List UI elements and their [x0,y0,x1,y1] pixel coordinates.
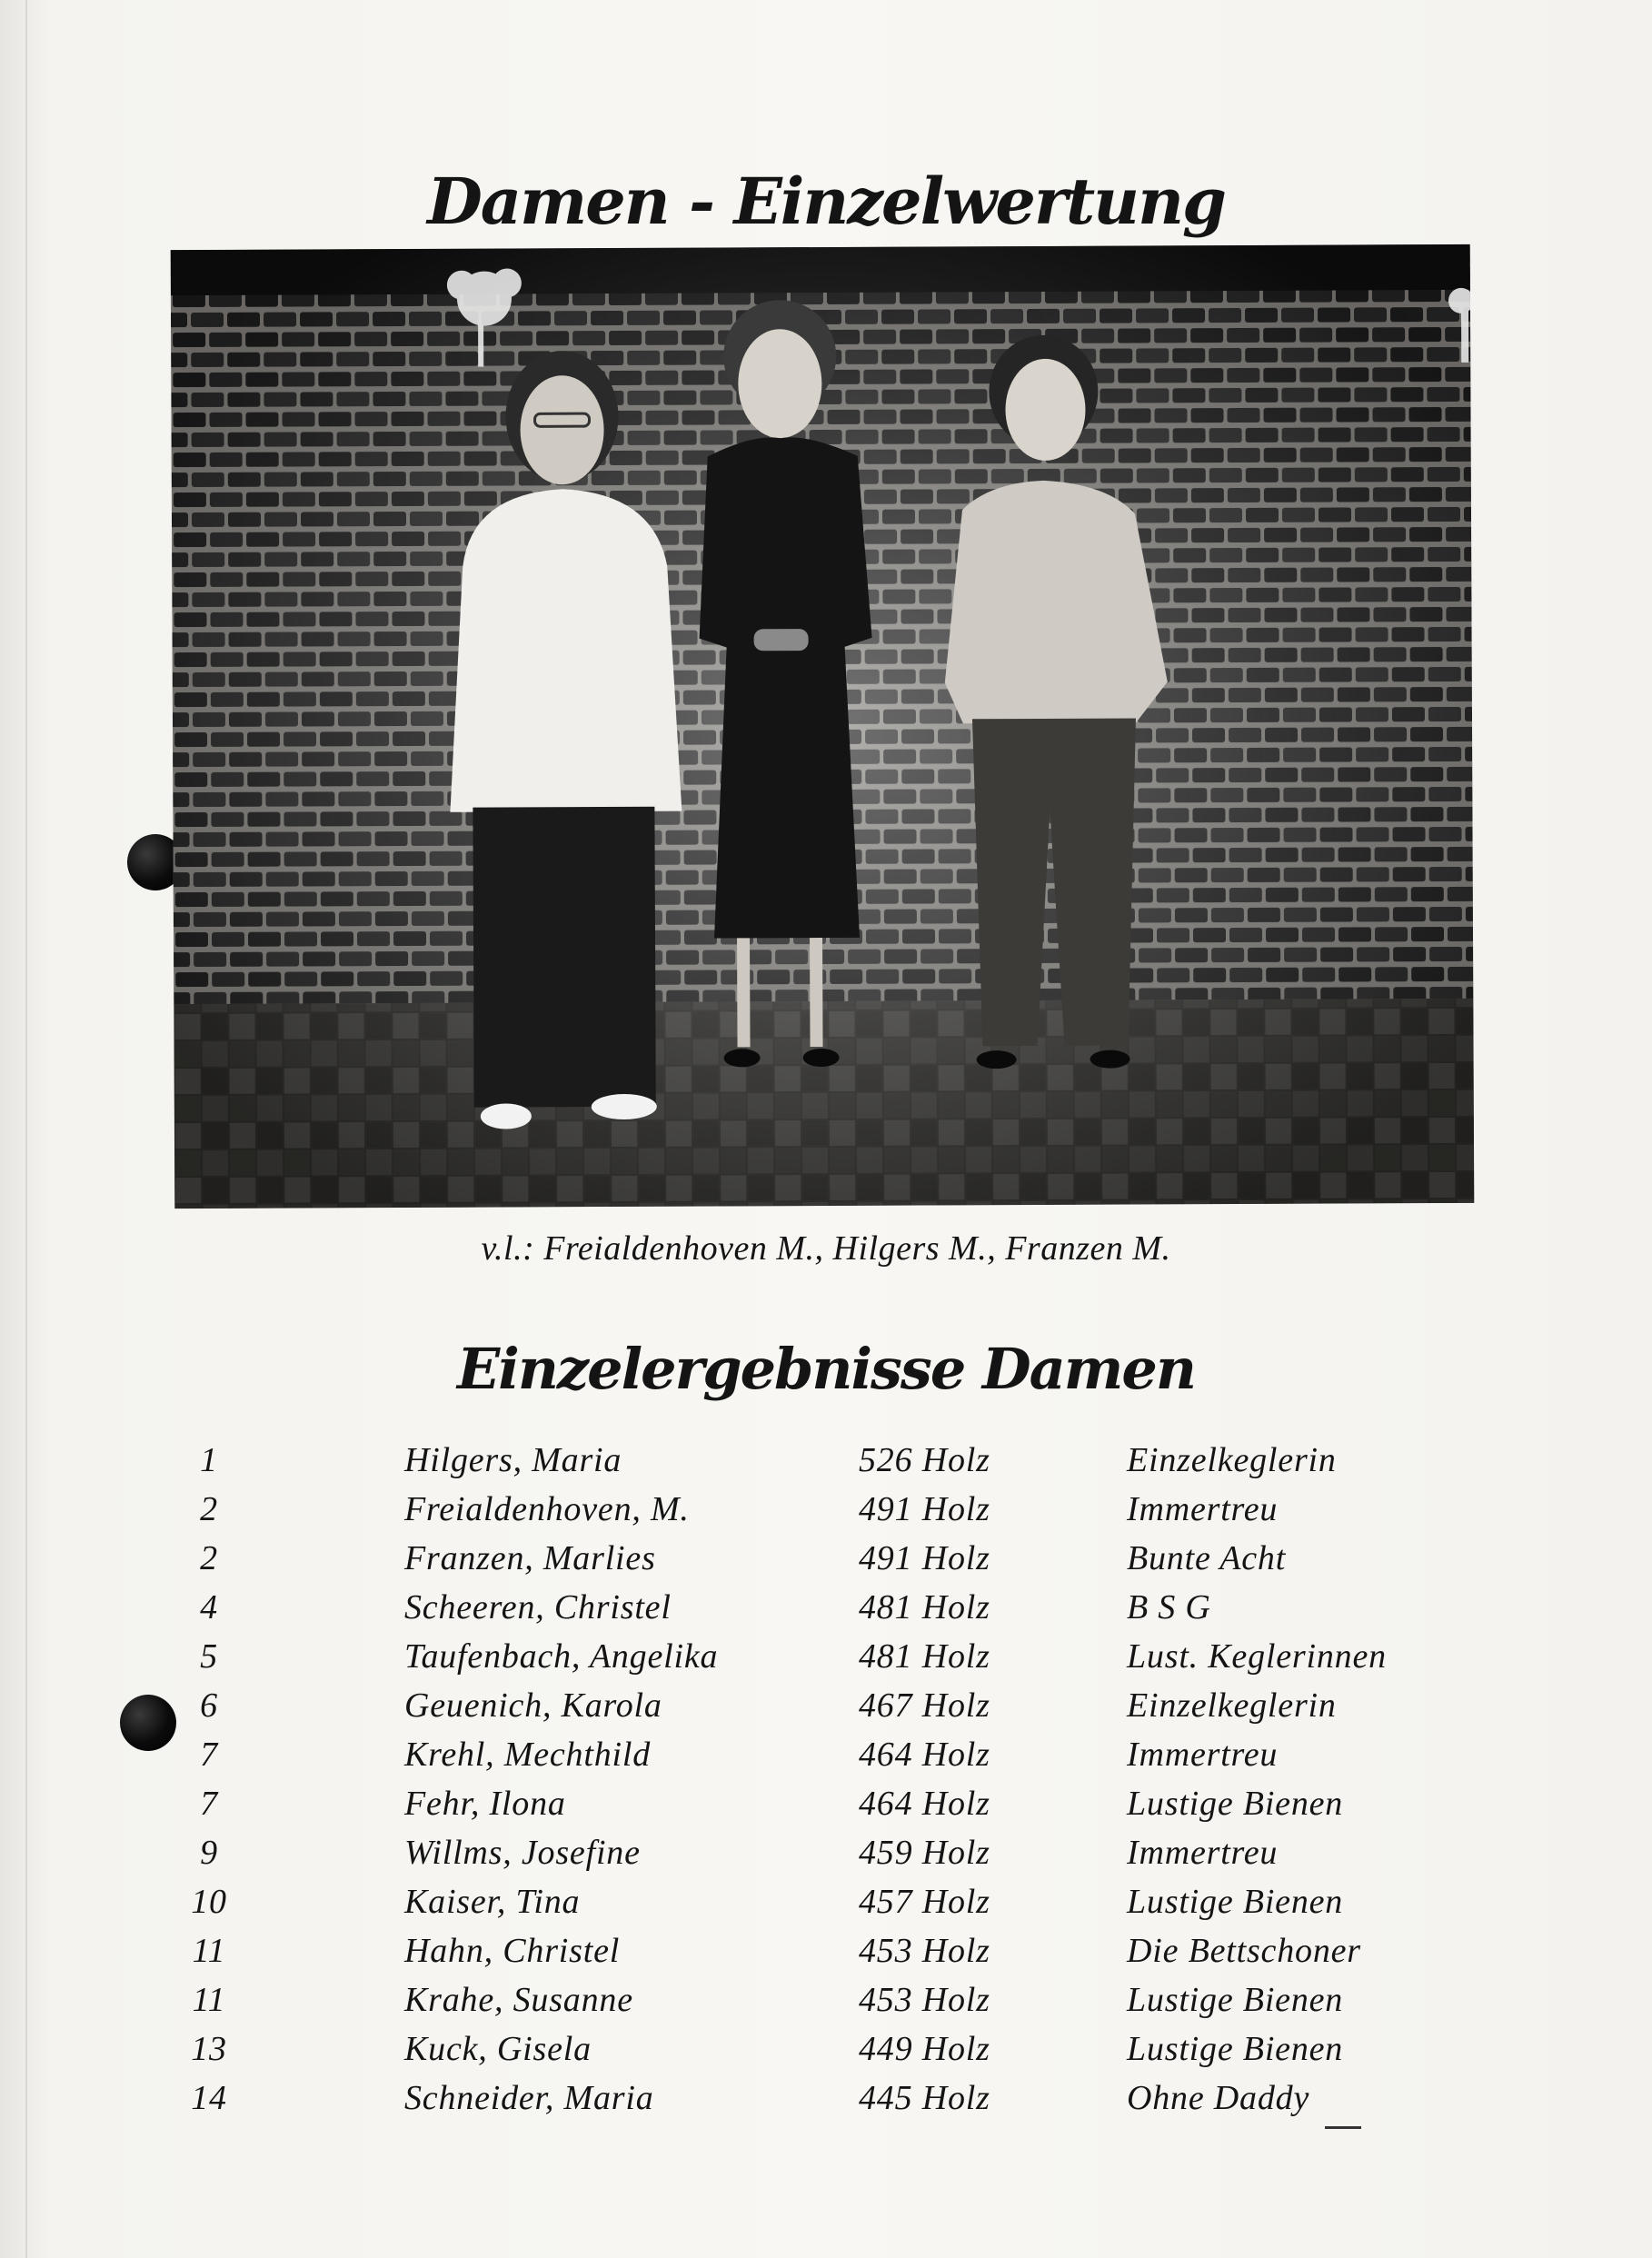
score: 491 Holz [859,1490,990,1528]
club: Bunte Acht [1127,1539,1287,1577]
score: 445 Holz [859,2079,990,2117]
rank: 6 [200,1686,218,1725]
score: 467 Holz [859,1686,990,1725]
rank: 13 [191,2030,227,2068]
rank: 2 [200,1490,218,1528]
player-name: Hahn, Christel [404,1932,621,1970]
score: 453 Holz [859,1981,990,2019]
player-name: Scheeren, Christel [404,1588,672,1626]
score: 464 Holz [859,1736,990,1774]
score: 453 Holz [859,1932,990,1970]
photo-caption: v.l.: Freialdenhoven M., Hilgers M., Franzen M. [481,1229,1171,1268]
score: 481 Holz [859,1588,990,1626]
rank: 1 [200,1441,218,1479]
result-row [173,1534,1463,1583]
result-row [173,1975,1463,2024]
result-row [173,1583,1463,1632]
page-mark [1325,2126,1361,2129]
rank: 4 [200,1588,218,1626]
club: Lustige Bienen [1127,1883,1344,1921]
club: Die Bettschoner [1127,1932,1361,1970]
player-name: Krehl, Mechthild [404,1736,652,1774]
player-name: Fehr, Ilona [404,1785,566,1823]
player-name: Taufenbach, Angelika [404,1637,719,1676]
result-row [173,1436,1463,1485]
rank: 9 [200,1834,218,1872]
player-name: Hilgers, Maria [404,1441,622,1479]
club: Ohne Daddy [1127,2079,1310,2117]
result-row [173,1779,1463,1828]
club: Einzelkeglerin [1127,1686,1337,1725]
player-name: Krahe, Susanne [404,1981,633,2019]
result-row [173,1926,1463,1975]
club: Immertreu [1127,1736,1279,1774]
player-name: Freialdenhoven, M. [404,1490,690,1528]
score: 449 Holz [859,2030,990,2068]
club: Einzelkeglerin [1127,1441,1337,1479]
result-row [173,1632,1463,1681]
player-name: Geuenich, Karola [404,1686,662,1725]
rank: 11 [192,1981,226,2019]
player-name: Franzen, Marlies [404,1539,656,1577]
page-fold [25,0,27,2258]
score: 459 Holz [859,1834,990,1872]
results-heading: Einzelergebnisse Damen [457,1336,1195,1402]
club: Lustige Bienen [1127,2030,1344,2068]
player-name: Kuck, Gisela [404,2030,592,2068]
rank: 7 [200,1785,218,1823]
club: Immertreu [1127,1490,1279,1528]
rank: 2 [200,1539,218,1577]
result-row [173,1828,1463,1877]
result-row [173,1877,1463,1926]
result-row [173,1681,1463,1730]
club: Lustige Bienen [1127,1785,1344,1823]
player-name: Schneider, Maria [404,2079,654,2117]
player-name: Kaiser, Tina [404,1883,581,1921]
club: Lustige Bienen [1127,1981,1344,2019]
score: 481 Holz [859,1637,990,1676]
rank: 11 [192,1932,226,1970]
rank: 7 [200,1736,218,1774]
page-title: Damen - Einzelwertung [427,164,1225,239]
rank: 5 [200,1637,218,1676]
club: Immertreu [1127,1834,1279,1872]
result-row [173,2074,1463,2123]
rank: 14 [191,2079,227,2117]
club: B S G [1127,1588,1211,1626]
result-row [173,1485,1463,1534]
score: 491 Holz [859,1539,990,1577]
player-name: Willms, Josefine [404,1834,641,1872]
score: 526 Holz [859,1441,990,1479]
results-table [173,1436,1463,2123]
punch-hole-bottom [120,1695,176,1751]
result-row [173,1730,1463,1779]
score: 464 Holz [859,1785,990,1823]
club: Lust. Keglerinnen [1127,1637,1387,1676]
score: 457 Holz [859,1883,990,1921]
group-photo [171,244,1475,1209]
result-row [173,2024,1463,2074]
rank: 10 [191,1883,227,1921]
